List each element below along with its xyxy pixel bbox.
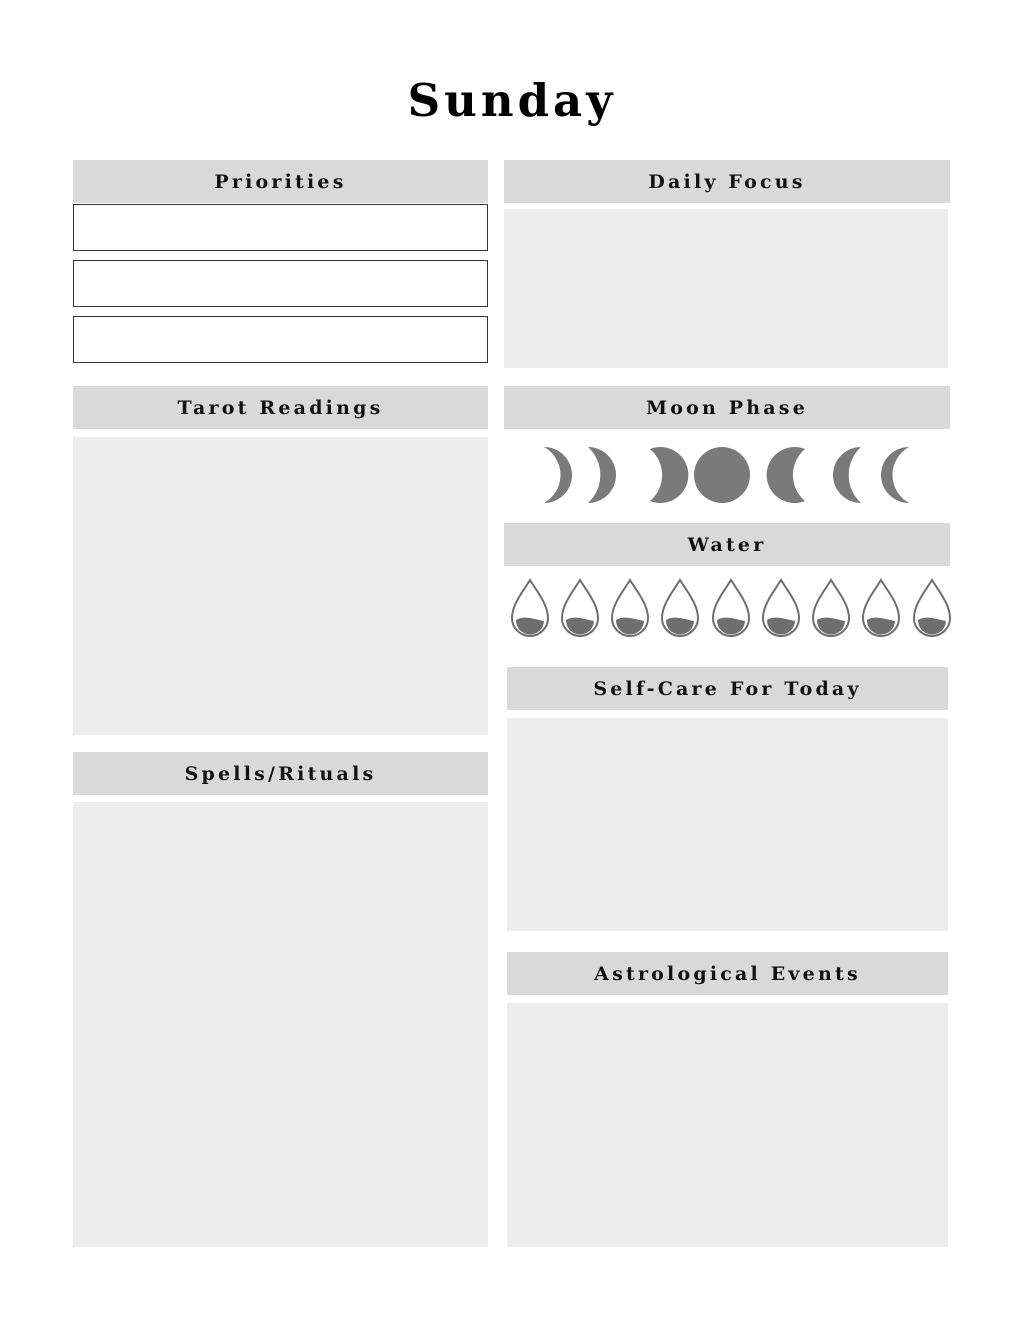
gibbous-moon-icon[interactable] — [630, 446, 690, 504]
moon-phase-header: Moon Phase — [504, 386, 950, 429]
water-tracker — [508, 578, 958, 642]
waxing-crescent-moon-left-icon[interactable] — [867, 446, 927, 504]
astrological-events-box[interactable] — [507, 1003, 948, 1247]
page-title: Sunday — [407, 74, 617, 127]
full-moon-icon[interactable] — [694, 446, 754, 504]
daily-focus-header: Daily Focus — [504, 160, 950, 203]
water-drop-icon[interactable] — [558, 578, 602, 640]
tarot-readings-box[interactable] — [73, 437, 488, 735]
water-drop-icon[interactable] — [508, 578, 552, 640]
water-drop-icon[interactable] — [759, 578, 803, 640]
daily-focus-box[interactable] — [504, 209, 948, 368]
crescent-moon-icon[interactable] — [578, 446, 638, 504]
gibbous-moon-left-icon[interactable] — [765, 446, 825, 504]
water-drop-icon[interactable] — [658, 578, 702, 640]
spells-rituals-header: Spells/Rituals — [73, 752, 488, 795]
self-care-box[interactable] — [507, 718, 948, 931]
water-drop-icon[interactable] — [809, 578, 853, 640]
water-header: Water — [504, 523, 950, 566]
moon-phase-row — [532, 446, 927, 506]
astrological-events-header: Astrological Events — [507, 952, 948, 995]
priorities-header: Priorities — [73, 160, 488, 203]
water-drop-icon[interactable] — [709, 578, 753, 640]
tarot-readings-header: Tarot Readings — [73, 386, 488, 429]
priority-field-1[interactable] — [73, 204, 488, 251]
self-care-header: Self-Care For Today — [507, 667, 948, 710]
priority-field-3[interactable] — [73, 316, 488, 363]
water-drop-icon[interactable] — [608, 578, 652, 640]
spells-rituals-box[interactable] — [73, 802, 488, 1247]
water-drop-icon[interactable] — [910, 578, 954, 640]
water-drop-icon[interactable] — [859, 578, 903, 640]
priority-field-2[interactable] — [73, 260, 488, 307]
